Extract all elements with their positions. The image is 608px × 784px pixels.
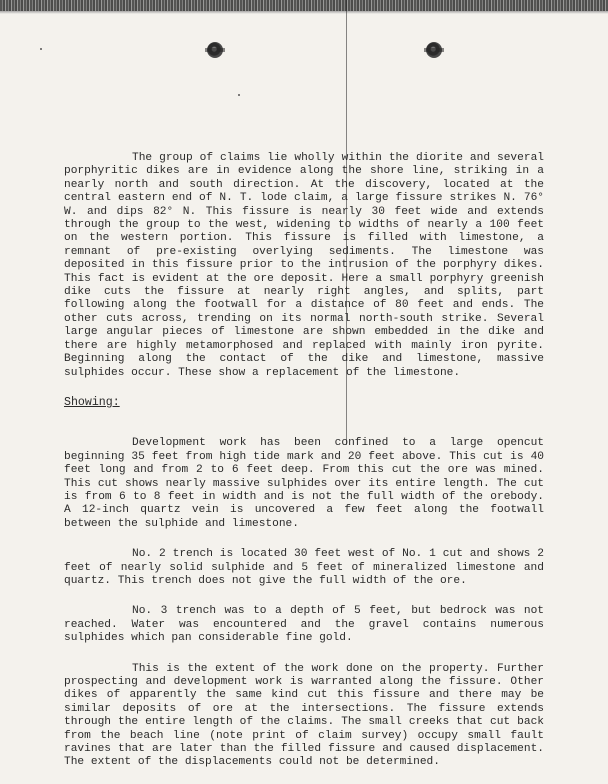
document-body [64, 152, 544, 770]
paragraph-development-work-text: Development work has been confined to a large opencut beginning 35 feet from high tide mark and 20 feet above. This cut is 40 feet long and from 2 to 6 feet deep. From this cut the ore was mined. This cut shows nearly massive sulphides over its entire length. The cut is from 6 to 8 feet in width and is not the full width of the orebody. A 12-inch quartz vein is uncovered a few feet along the footwall between the sulphide and limestone. [64, 437, 544, 530]
paragraph-trench-3 [64, 605, 544, 645]
binder-hole-icon [207, 42, 223, 58]
paragraph-trench-2-text: No. 2 trench is located 30 feet west of No. 1 cut and shows 2 feet of nearly solid sulphide and 5 feet of mineralized limestone and quartz. This trench does not give the full width of the ore. [64, 548, 544, 587]
paragraph-trench-3-text: No. 3 trench was to a depth of 5 feet, but bedrock was not reached. Water was encountered and the gravel contains numerous sulphides which pan considerable fine gold. [64, 605, 544, 645]
paragraph-extent-of-work [64, 663, 544, 770]
paragraph-geology-text: The group of claims lie wholly within the diorite and several porphyritic dikes are in evidence along the shore line, striking in a nearly north and south direction. At the discovery, located at the central eastern end of N. T. lode claim, a large fissure strikes N. 76° W. and dips 82° N. This fissure is nearly 30 feet wide and extends through the group to the west, widening to widths of nearly a 100 feet on the western portion. This fissure is filled with limestone, a remnant of pre-existing overlying sediments. The limestone was deposited in this fissure prior to the intrusion of the porphyry dikes. This fact is evident at the ore deposit. Here a small porphyry greenish dike cuts the fissure at nearly right angles, and splits, part following along the footwall for a distance of 80 feet and ends. The other cuts across, trending on its normal north-south strike. Several large angular pieces of limestone are shown embedded in the dike and there are highly metamorphosed and replaced with mainly iron pyrite. Beginning along the contact of the dike and limestone, massive sulphides occur. These show a replacement of the limestone. [64, 152, 544, 379]
paragraph-trench-2 [64, 548, 544, 588]
paragraph-geology [64, 152, 544, 380]
paragraph-extent-of-work-text: This is the extent of the work done on the property. Further prospecting and development work is warranted along the fissure. Other dikes of apparently the same kind cut this fissure and there may be similar deposits of ore at the intersections. The fissure extends through the entire length of the claims. The small creeks that cut back from the beach line (note print of claim survey) occupy small fault ravines that are later than the filled fissure and caused displacement. The extent of the displacements could not be determined. [64, 662, 544, 769]
scan-edge-shadow [0, 0, 608, 11]
section-heading-showing: Showing: [64, 395, 120, 409]
paragraph-development-work [64, 437, 544, 531]
paper-speck [40, 48, 42, 50]
binder-hole-icon [426, 42, 442, 58]
paper-speck [238, 94, 240, 96]
